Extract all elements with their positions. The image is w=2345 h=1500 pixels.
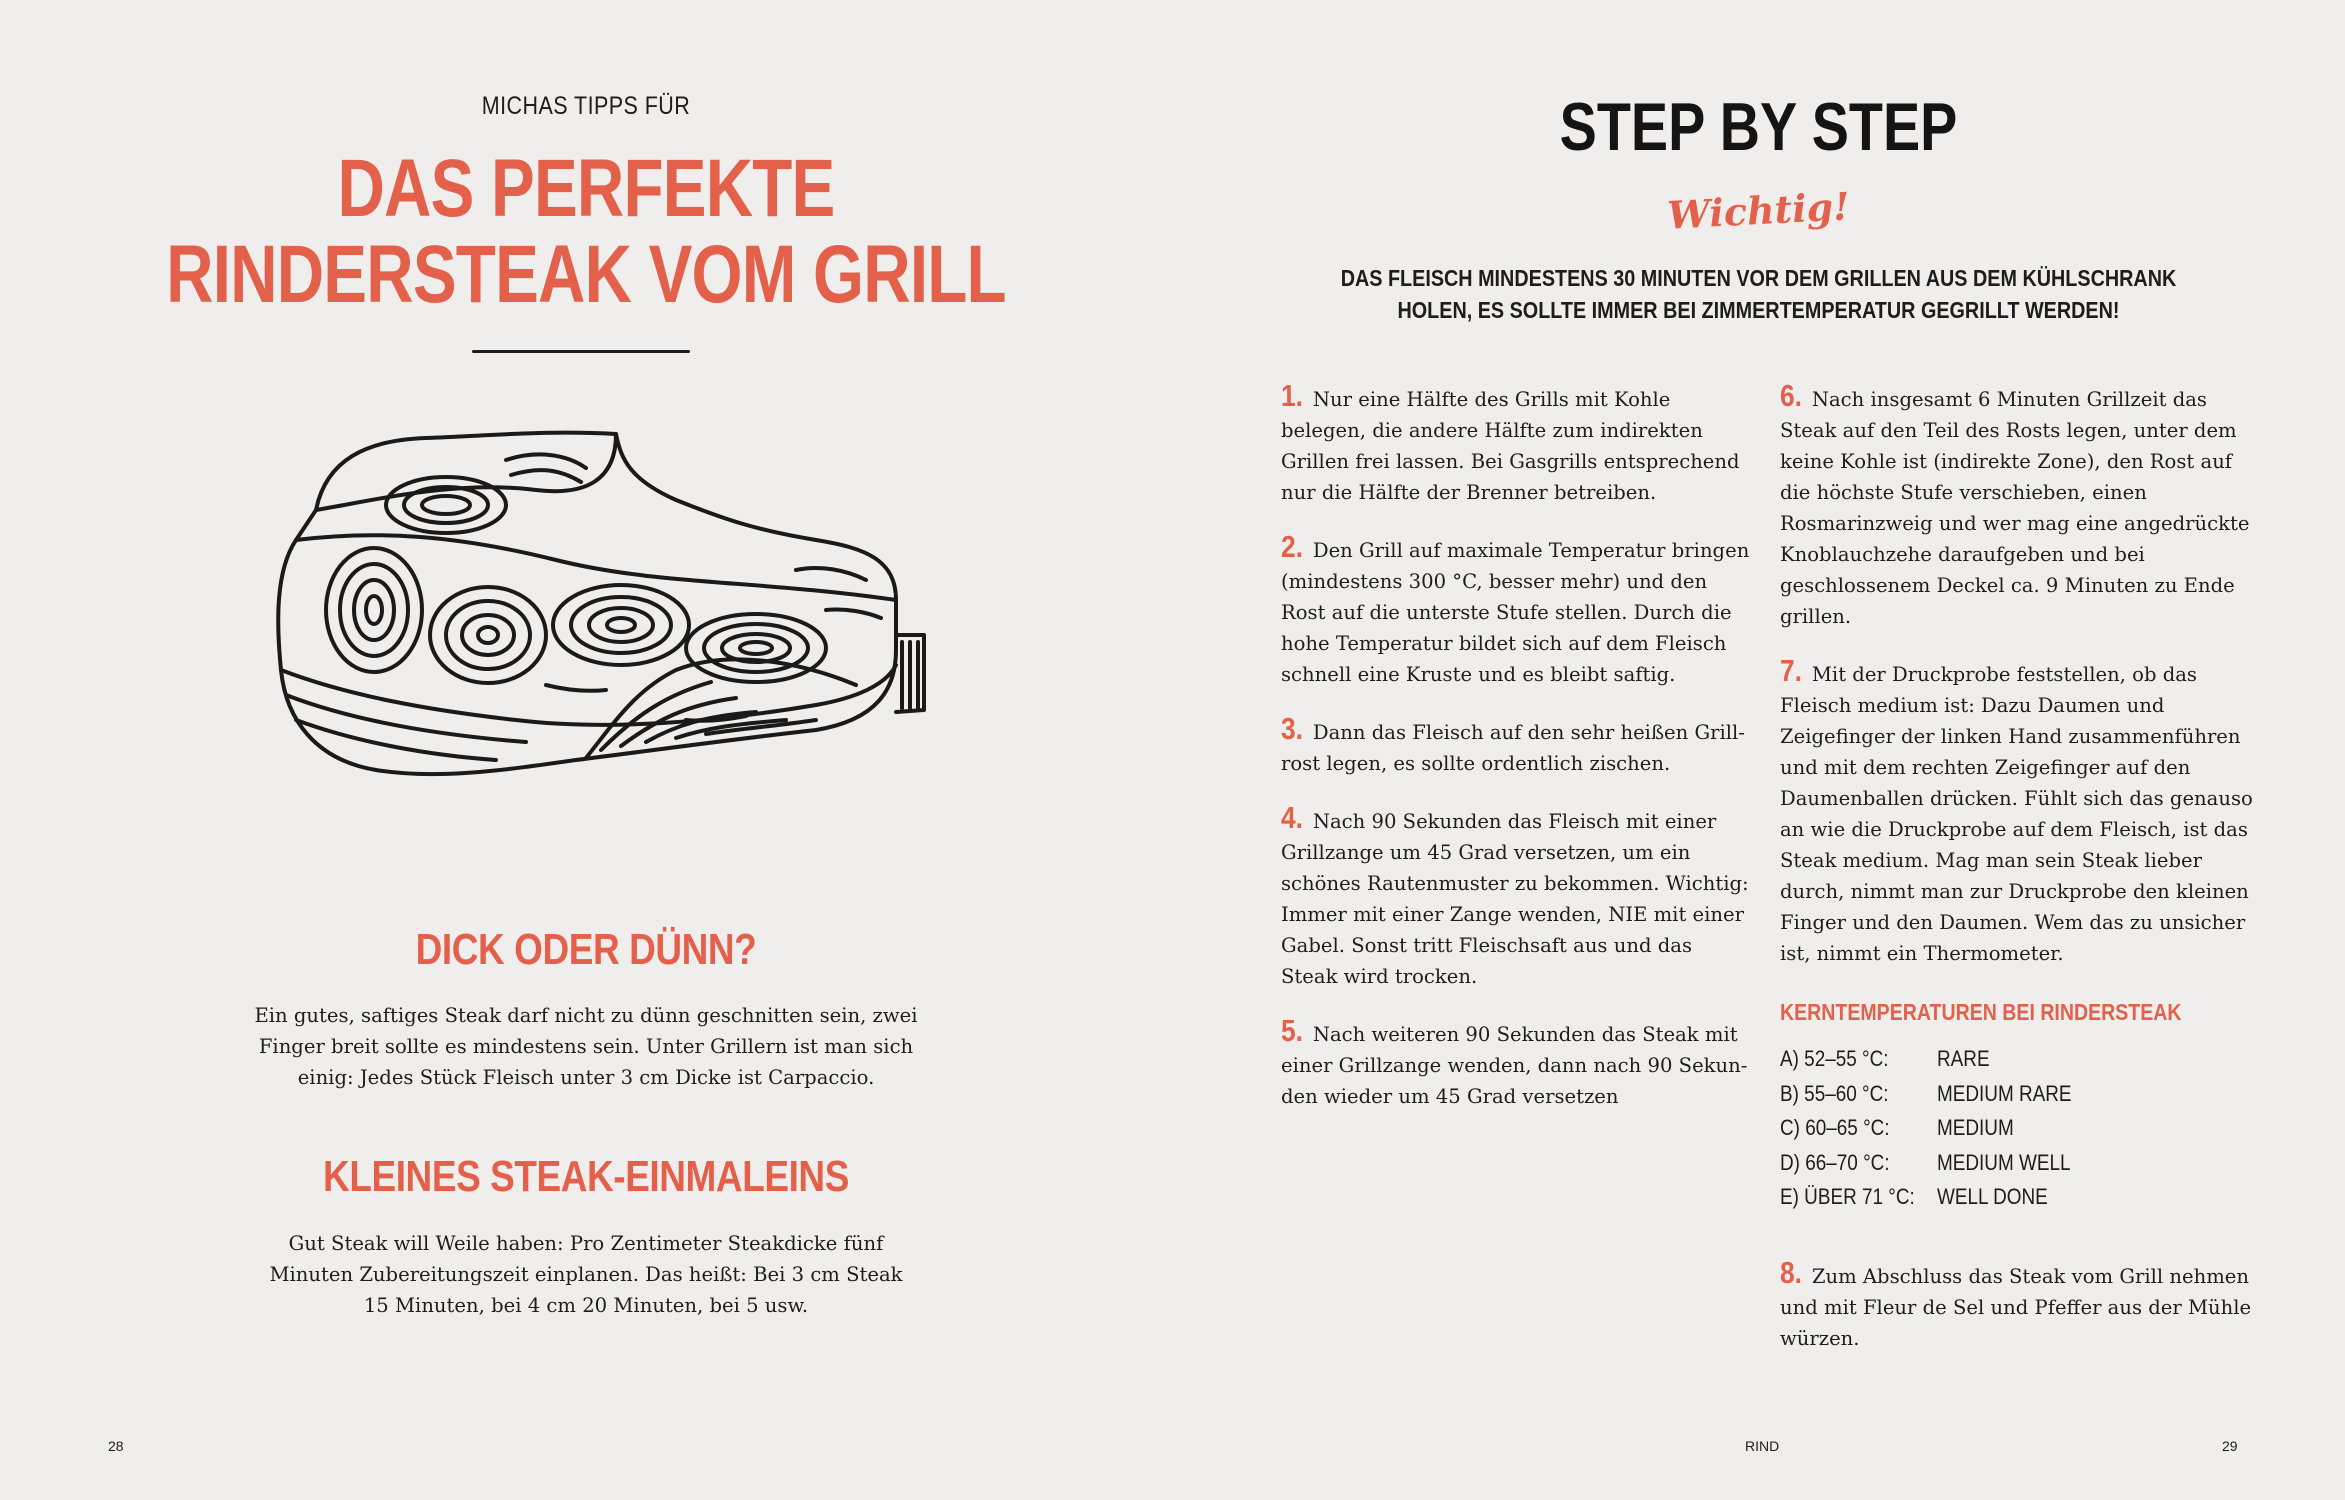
section-heading-einmaleins: KLEINES STEAK-EINMALEINS [323, 1152, 849, 1201]
steak-illustration [256, 420, 936, 840]
page-title-step-by-step: STEP BY STEP [1559, 89, 1958, 165]
left-page [0, 0, 1172, 1500]
kicker: MICHAS TIPPS FÜR [481, 92, 691, 120]
script-note: Wichtig! [1666, 183, 1851, 238]
step-number: 4. [1281, 800, 1303, 835]
doneness-cell: MEDIUM WELL [1936, 1149, 2071, 1175]
temp-cell: B) 55–60 °C: [1780, 1080, 1889, 1106]
warning-line-2: HOLEN, ES SOLLTE IMMER BEI ZIMMERTEMPERATUR GEGRILLT WERDEN! [1397, 297, 2120, 323]
step-item [1281, 531, 1751, 690]
step-number: 3. [1281, 711, 1303, 746]
page-title [117, 143, 1055, 320]
step-number: 2. [1281, 529, 1303, 564]
warning-line-1: DAS FLEISCH MINDESTENS 30 MINUTEN VOR DEM GRILLEN AUS DEM KÜHLSCHRANK [1340, 265, 2177, 291]
step-text: Nach weiteren 90 Sekunden das Steak mit einer Grillzange wenden, dann nach 90 Sekunden wieder um 45 Grad versetzen [1281, 1023, 1748, 1108]
body-line: Minuten Zubereitungszeit einplanen. Das heißt: Bei 3 cm Steak [269, 1263, 903, 1286]
step-text: Nur eine Hälfte des Grills mit Kohle belegen, die andere Hälfte zum indirekten Grillen frei lassen. Bei Gasgrills entsprechend nur die Hälfte der Brenner betreiben. [1281, 388, 1740, 504]
step-item [1780, 380, 2260, 632]
temp-cell: D) 66–70 °C: [1780, 1149, 1890, 1175]
temp-cell: C) 60–65 °C: [1780, 1115, 1890, 1141]
step-item [1780, 1254, 2260, 1354]
core-temperature-table [1780, 1042, 2093, 1215]
steps-column-left [1281, 380, 1751, 1135]
temp-cell: A) 52–55 °C: [1780, 1046, 1889, 1072]
step-text: Dann das Fleisch auf den sehr heißen Grillrost legen, es sollte ordentlich zischen. [1281, 721, 1745, 775]
doneness-cell: WELL DONE [1936, 1184, 2048, 1210]
table-row [1780, 1146, 2093, 1181]
page-number-right: 29 [2222, 1438, 2238, 1454]
table-row [1780, 1111, 2093, 1146]
right-page [1172, 0, 2345, 1500]
step-item [1281, 802, 1751, 992]
body-line: einig: Jedes Stück Fleisch unter 3 cm Dicke ist Carpaccio. [297, 1066, 875, 1089]
title-divider [472, 350, 690, 353]
title-line-2: RINDERSTEAK VOM GRILL [166, 229, 1006, 320]
doneness-cell: MEDIUM RARE [1936, 1080, 2072, 1106]
body-line: Gut Steak will Weile haben: Pro Zentimeter Steakdicke fünf [288, 1232, 884, 1255]
body-line: Ein gutes, saftiges Steak darf nicht zu dünn geschnitten sein, zwei [254, 1004, 918, 1027]
table-row [1780, 1180, 2093, 1215]
step-item [1281, 713, 1751, 779]
body-line: 15 Minuten, bei 4 cm 20 Minuten, bei 5 usw. [363, 1294, 809, 1317]
section-body-einmaleins [0, 1228, 1172, 1321]
step-text: Nach insgesamt 6 Minuten Grillzeit das Steak auf den Teil des Rosts legen, unter dem keine Kohle ist (indirekte Zone), den Rost auf die höchste Stufe verschieben, einen Rosmarinzweig und wer mag eine angedrückte Knoblauchzehe daraufgeben und bei geschlossenem Deckel ca. 9 Minuten zu Ende grillen. [1780, 388, 2250, 628]
table-row [1780, 1077, 2093, 1112]
section-heading-dick-oder-duenn: DICK ODER DÜNN? [415, 925, 757, 974]
doneness-cell: MEDIUM [1936, 1115, 2014, 1141]
warning-text [1323, 262, 2194, 326]
step-item [1281, 380, 1751, 508]
step-number: 6. [1780, 378, 1802, 413]
step-number: 5. [1281, 1013, 1303, 1048]
step-item [1281, 1015, 1751, 1112]
step-text: Mit der Druckprobe feststellen, ob das Fleisch medium ist: Dazu Daumen und Zeigefinger der linken Hand zusammenführen und mit dem rechten Zeigefinger auf den Daumenballen drücken. Fühlt sich das genauso an wie die Druckprobe auf dem Fleisch, ist das Steak medium. Mag man sein Steak lieber durch, nimmt man zur Druckprobe den kleinen Finger und den Daumen. Wem das zu unsicher ist, nimmt ein Thermometer. [1780, 663, 2253, 965]
core-temperature-heading: KERNTEMPERATUREN BEI RINDERSTEAK [1780, 999, 2182, 1025]
step-text: Nach 90 Sekunden das Fleisch mit einer Grillzange um 45 Grad versetzen, um ein schönes Rautenmuster zu bekommen. Wichtig: Immer mit einer Zange wenden, NIE mit einer Gabel. Sonst tritt Fleischsaft aus und das Steak wird trocken. [1281, 810, 1749, 988]
step-item [1780, 655, 2260, 969]
temp-cell: E) ÜBER 71 °C: [1780, 1184, 1915, 1210]
step-text: Zum Abschluss das Steak vom Grill nehmen und mit Fleur de Sel und Pfeffer aus der Mühle würzen. [1780, 1264, 2252, 1350]
section-body-dick-oder-duenn [0, 1000, 1172, 1093]
title-line-1: DAS PERFEKTE [337, 143, 835, 234]
body-line: Finger breit sollte es mindestens sein. Unter Grillern ist man sich [258, 1035, 914, 1058]
step-text: Den Grill auf maximale Temperatur bringen (mindestens 300 °C, besser mehr) und den Rost auf die unterste Stufe stellen. Durch die hohe Temperatur bildet sich auf dem Fleisch schnell eine Kruste und es bleibt saftig. [1281, 539, 1750, 686]
section-label: RIND [1745, 1438, 1780, 1454]
step-number: 1. [1281, 378, 1303, 413]
step-number: 7. [1780, 653, 1802, 688]
table-row [1780, 1042, 2093, 1077]
page-number-left: 28 [108, 1438, 124, 1454]
steps-column-right [1780, 380, 2260, 1377]
doneness-cell: RARE [1936, 1046, 1990, 1072]
step-number: 8. [1780, 1254, 1802, 1290]
